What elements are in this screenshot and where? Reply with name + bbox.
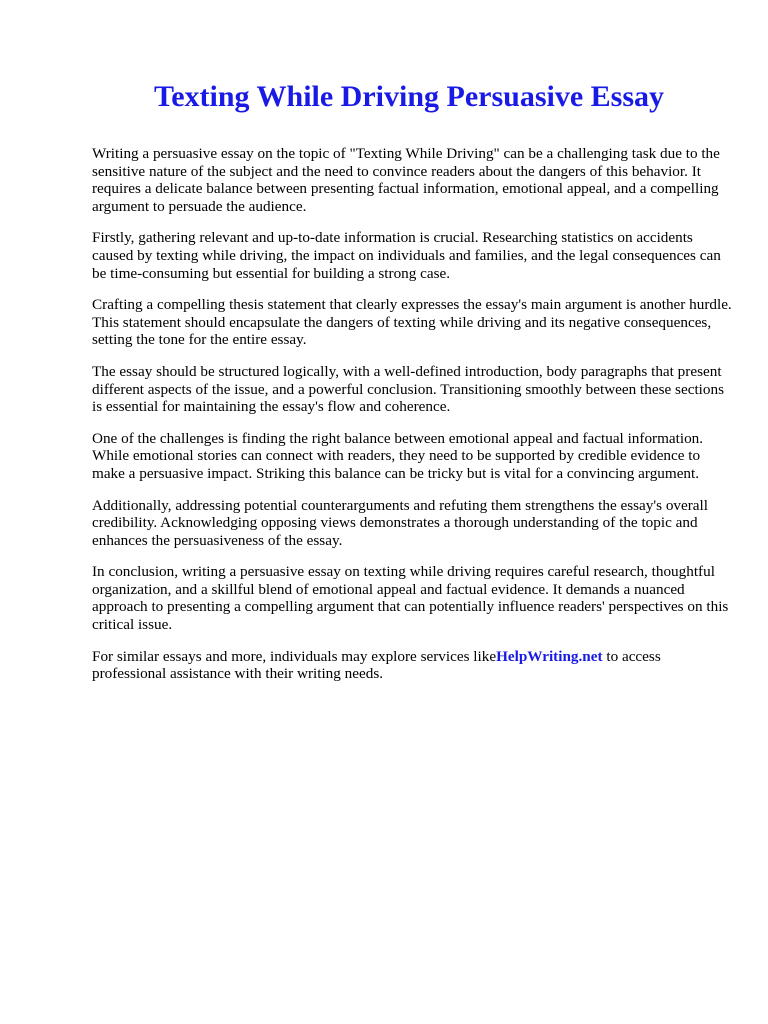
paragraph-services [92, 648, 732, 683]
document-title: Texting While Driving Persuasive Essay [153, 80, 665, 113]
paragraph-conclusion: In conclusion, writing a persuasive essay on texting while driving requires careful research, thoughtful organization, and a skillful blend of emotional appeal and factual evidence. It demands a nuanced approach to presenting a compelling argument that can potentially influence readers' perspectives on this critical issue. [92, 563, 729, 634]
helpwriting-link[interactable]: HelpWriting.net [496, 647, 603, 665]
paragraph-thesis: Crafting a compelling thesis statement that clearly expresses the essay's main argument is another hurdle. This statement should encapsulate the dangers of texting while driving and its negative consequences, setting the tone for the entire essay. [92, 296, 732, 349]
paragraph-counterarguments: Additionally, addressing potential counterarguments and refuting them strengthens the essay's overall credibility. Acknowledging opposing views demonstrates a thorough understanding of the topic and enhances the persuasiveness of the essay. [92, 496, 708, 549]
services-text-before: For similar essays and more, individuals may explore services like [92, 647, 497, 665]
paragraph-research: Firstly, gathering relevant and up-to-date information is crucial. Researching statistics on accidents caused by texting while driving, the impact on individuals and families, and the legal consequences can be time-consuming but essential for building a strong case. [92, 229, 721, 282]
document-body [92, 145, 732, 697]
paragraph-balance: One of the challenges is finding the right balance between emotional appeal and factual information. While emotional stories can connect with readers, they need to be supported by credible evidence to make a persuasive impact. Striking this balance can be tricky but is vital for a convincing argument. [92, 429, 704, 482]
services-text-after: to access professional assistance with their writing needs. [92, 647, 661, 683]
paragraph-structure: The essay should be structured logically, with a well-defined introduction, body paragraphs that present different aspects of the issue, and a powerful conclusion. Transitioning smoothly between these sections is essential for maintaining the essay's flow and coherence. [92, 362, 724, 416]
paragraph-intro: Writing a persuasive essay on the topic of "Texting While Driving" can be a challenging task due to the sensitive nature of the subject and the need to convince readers about the dangers of this behavior. It requires a delicate balance between presenting factual information, emotional appeal, and a compelling argument to persuade the audience. [92, 145, 720, 215]
